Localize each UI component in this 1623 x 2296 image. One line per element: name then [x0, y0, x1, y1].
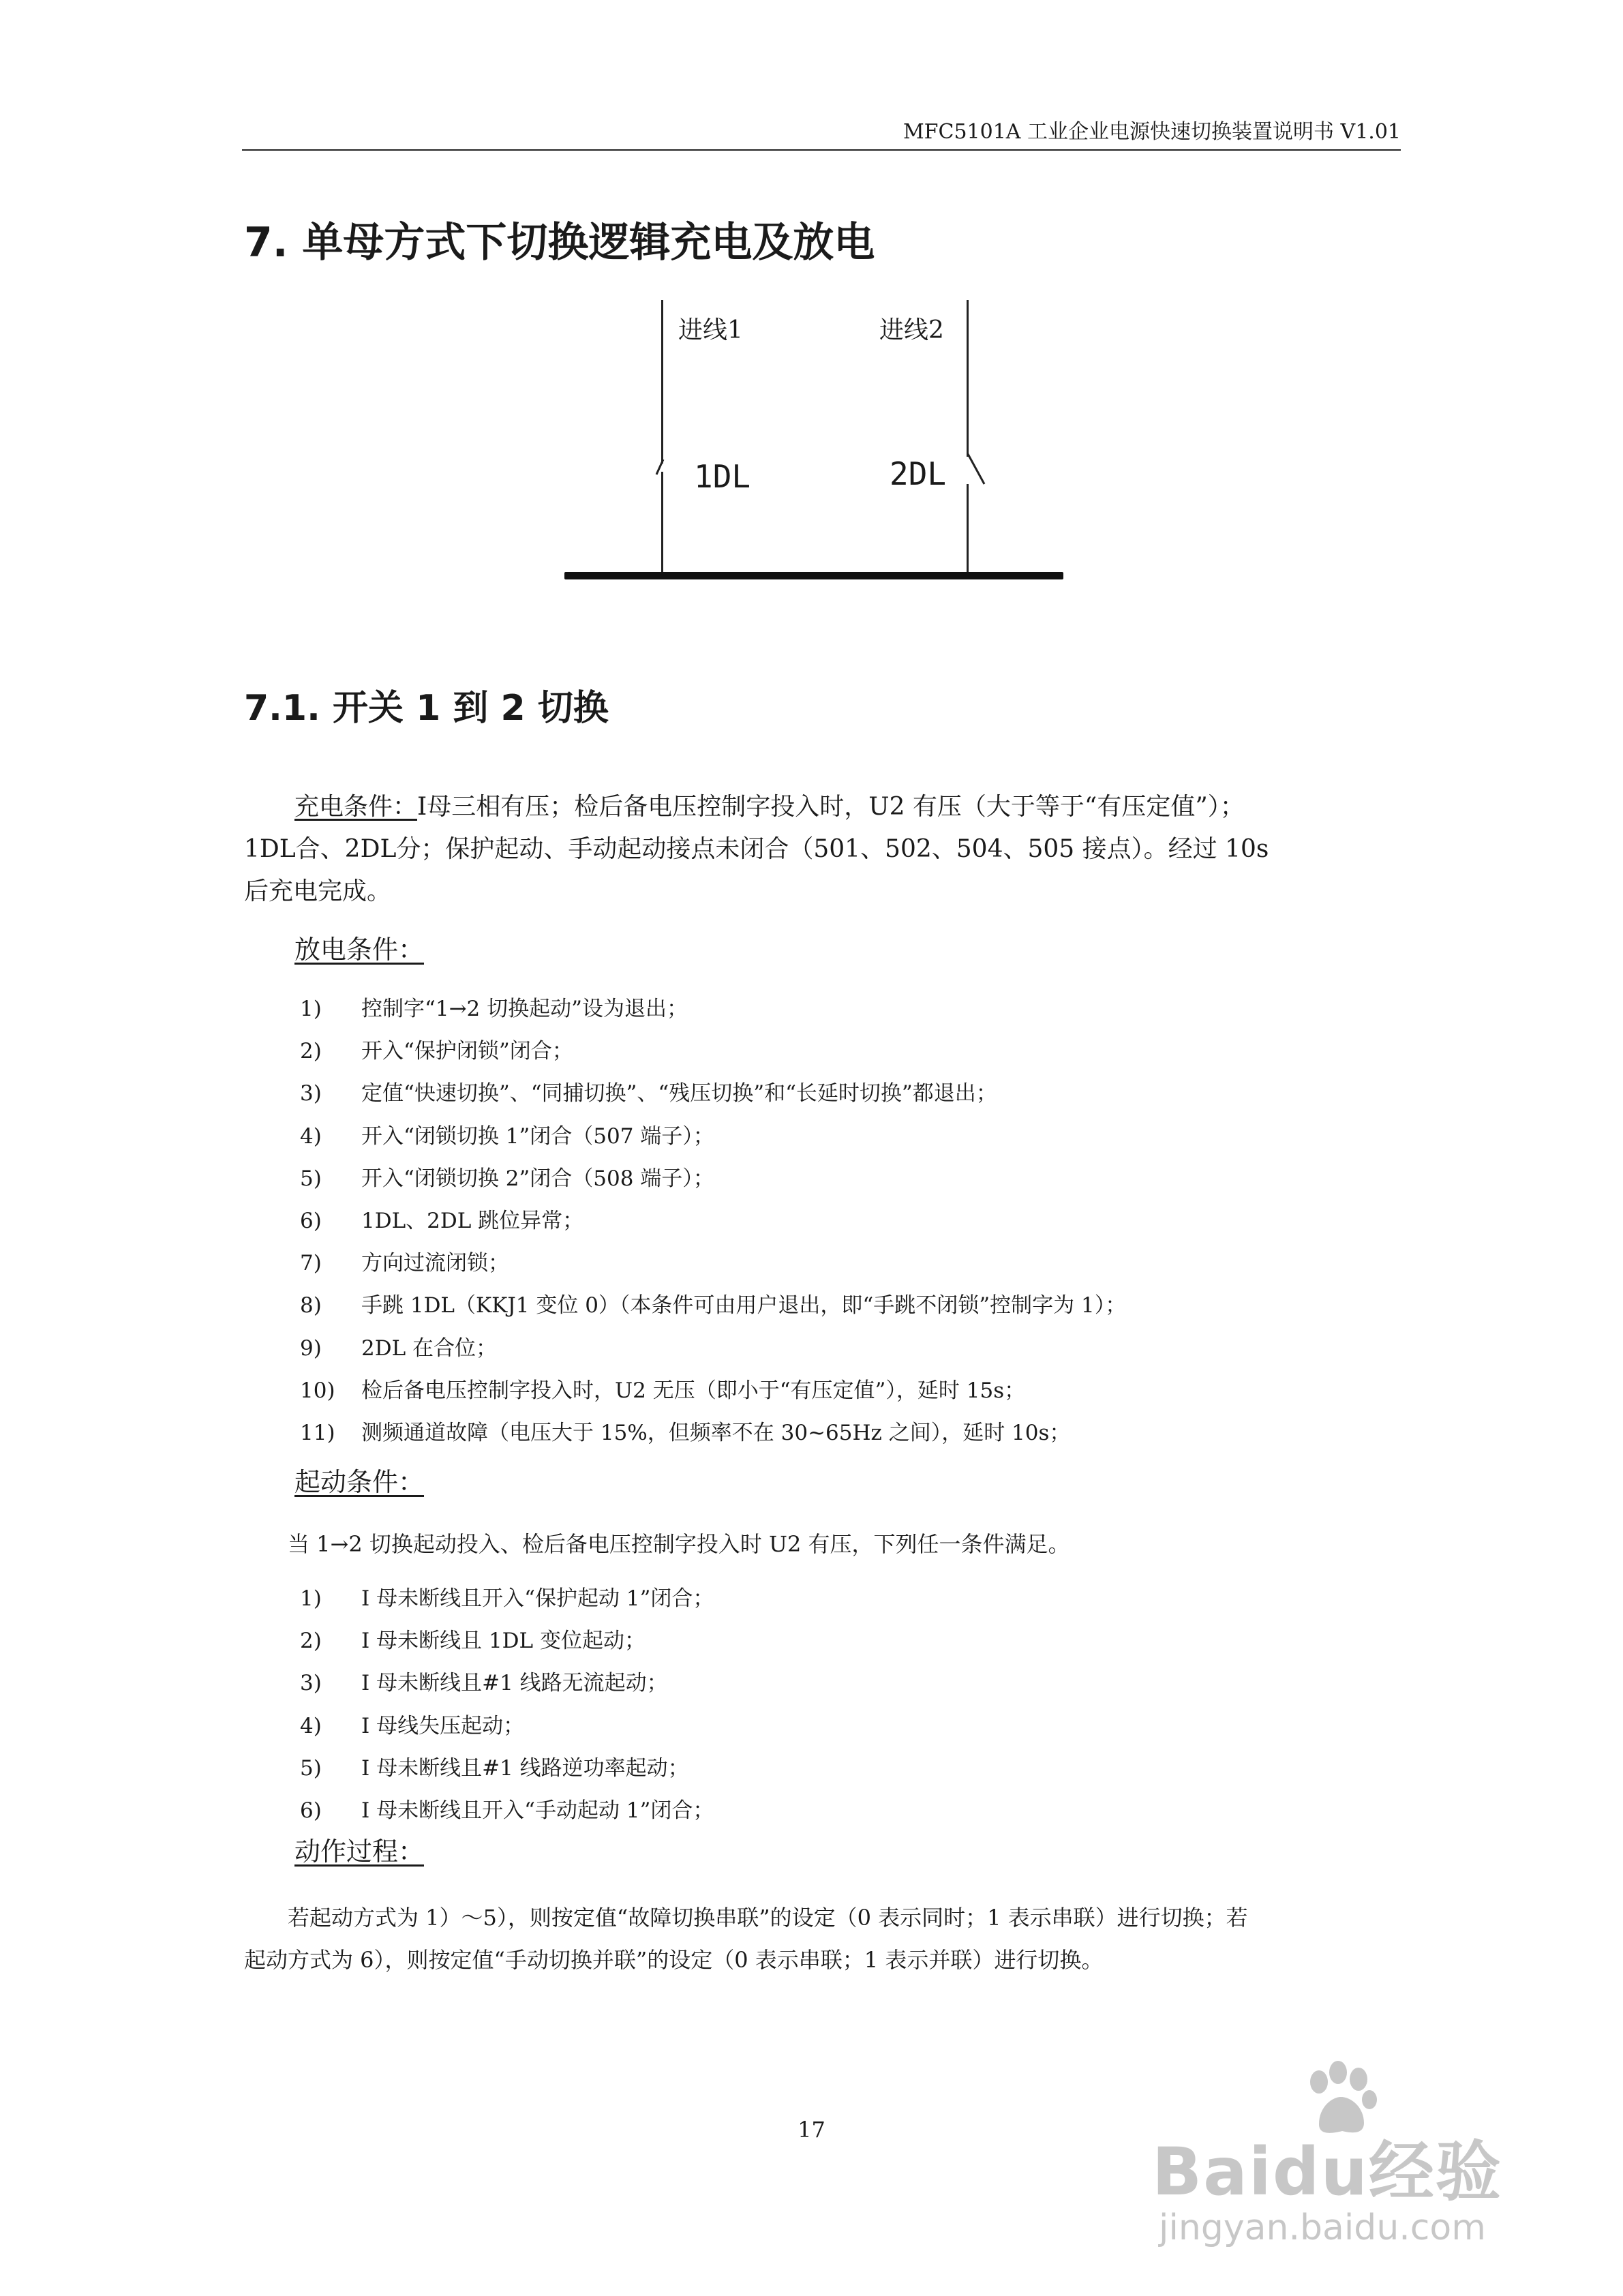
- item-number: 7): [300, 1251, 322, 1276]
- item-text: 开入“闭锁切换 1”闭合（507 端子）；: [361, 1123, 714, 1149]
- header-title: MFC5101A 工业企业电源快速切换装置说明书 V1.01: [902, 120, 1401, 144]
- item-text: I 母线失压起动；: [361, 1713, 525, 1738]
- start-conditions-intro: 当 1→2 切换起动投入、检后备电压控制字投入时 U2 有压，下列任一条件满足。: [288, 1531, 1070, 1557]
- header-rule: [242, 149, 1401, 151]
- item-number: 2): [300, 1629, 322, 1654]
- item-text: 手跳 1DL（KKJ1 变位 0）（本条件可由用户退出，即“手跳不闭锁”控制字为 1）；: [361, 1293, 1127, 1318]
- item-number: 3): [300, 1081, 322, 1106]
- action-line-1: 若起动方式为 1）～5），则按定值“故障切换串联”的设定（0 表示同时；1 表示串联）进行切换；若: [288, 1905, 1248, 1931]
- line-2-label: 进线2: [879, 316, 944, 344]
- item-number: 4): [300, 1713, 322, 1738]
- start-conditions-label: 起动条件：: [294, 1467, 425, 1497]
- item-text: I 母未断线且开入“手动起动 1”闭合；: [361, 1798, 714, 1823]
- item-number: 8): [300, 1293, 322, 1318]
- section-heading: 7. 单母方式下切换逻辑充电及放电: [244, 219, 875, 267]
- incoming-line-2-wire-top: [967, 300, 969, 457]
- item-text: 方向过流闭锁；: [361, 1251, 509, 1276]
- item-number: 11): [300, 1420, 335, 1445]
- charge-line-2: 1DL合、2DL分；保护起动、手动起动接点未闭合（501、502、504、505 接点）。经过 10s: [244, 835, 1269, 863]
- page-number: 17: [798, 2117, 825, 2143]
- item-text: I 母未断线且开入“保护起动 1”闭合；: [361, 1586, 714, 1611]
- item-number: 5): [300, 1755, 322, 1781]
- item-text: I 母未断线且 1DL 变位起动；: [361, 1629, 646, 1654]
- charge-line-3: 后充电完成。: [244, 877, 392, 905]
- item-text: 1DL、2DL 跳位异常；: [361, 1208, 584, 1233]
- page-header: [242, 115, 1401, 150]
- item-text: 2DL 在合位；: [361, 1335, 498, 1361]
- watermark-brand: Baidu经验: [1152, 2134, 1502, 2210]
- item-number: 6): [300, 1208, 322, 1233]
- incoming-line-1-wire-bottom: [661, 472, 663, 574]
- breaker-1-symbol: [651, 457, 671, 477]
- charge-conditions-paragraph: [244, 786, 1396, 913]
- discharge-conditions-label: 放电条件：: [294, 935, 425, 965]
- breaker-2-symbol: [964, 449, 991, 489]
- item-number: 1): [300, 997, 322, 1021]
- busbar: [564, 572, 1063, 579]
- charge-line-1: I母三相有压；检后备电压控制字投入时，U2 有压（大于等于“有压定值”）；: [417, 793, 1245, 821]
- item-number: 4): [300, 1123, 322, 1149]
- single-bus-diagram: [545, 293, 1091, 593]
- subsection-heading: 7.1. 开关 1 到 2 切换: [244, 688, 609, 729]
- action-process-label: 动作过程：: [294, 1837, 425, 1867]
- item-text: 检后备电压控制字投入时，U2 无压（即小于“有压定值”），延时 15s；: [361, 1378, 1026, 1403]
- baidu-jingyan-watermark: [1152, 2052, 1575, 2256]
- action-line-2: 起动方式为 6），则按定值“手动切换并联”的设定（0 表示串联；1 表示并联）进行切换。: [244, 1947, 1104, 1973]
- charge-conditions-label: 充电条件：: [294, 793, 418, 821]
- watermark-url: jingyan.baidu.com: [1159, 2207, 1486, 2248]
- item-text: 控制字“1→2 切换起动”设为退出；: [361, 997, 688, 1021]
- item-text: 开入“闭锁切换 2”闭合（508 端子）；: [361, 1166, 714, 1191]
- item-number: 1): [300, 1586, 322, 1611]
- incoming-line-1-wire-top: [661, 300, 663, 464]
- item-number: 10): [300, 1378, 335, 1403]
- breaker-1-label: 1DL: [694, 458, 751, 495]
- breaker-2-label: 2DL: [890, 455, 947, 492]
- item-number: 2): [300, 1039, 322, 1064]
- item-text: 测频通道故障（电压大于 15%，但频率不在 30~65Hz 之间），延时 10s；: [361, 1420, 1071, 1445]
- item-text: I 母未断线且#1 线路逆功率起动；: [361, 1755, 689, 1781]
- item-text: 开入“保护闭锁”闭合；: [361, 1039, 573, 1064]
- item-number: 6): [300, 1798, 322, 1823]
- item-text: I 母未断线且#1 线路无流起动；: [361, 1671, 668, 1696]
- incoming-line-2-wire-bottom: [967, 484, 969, 574]
- item-text: 定值“快速切换”、“同捕切换”、“残压切换”和“长延时切换”都退出；: [361, 1081, 997, 1106]
- item-number: 5): [300, 1166, 322, 1191]
- item-number: 9): [300, 1335, 322, 1361]
- line-1-label: 进线1: [678, 316, 743, 344]
- item-number: 3): [300, 1671, 322, 1696]
